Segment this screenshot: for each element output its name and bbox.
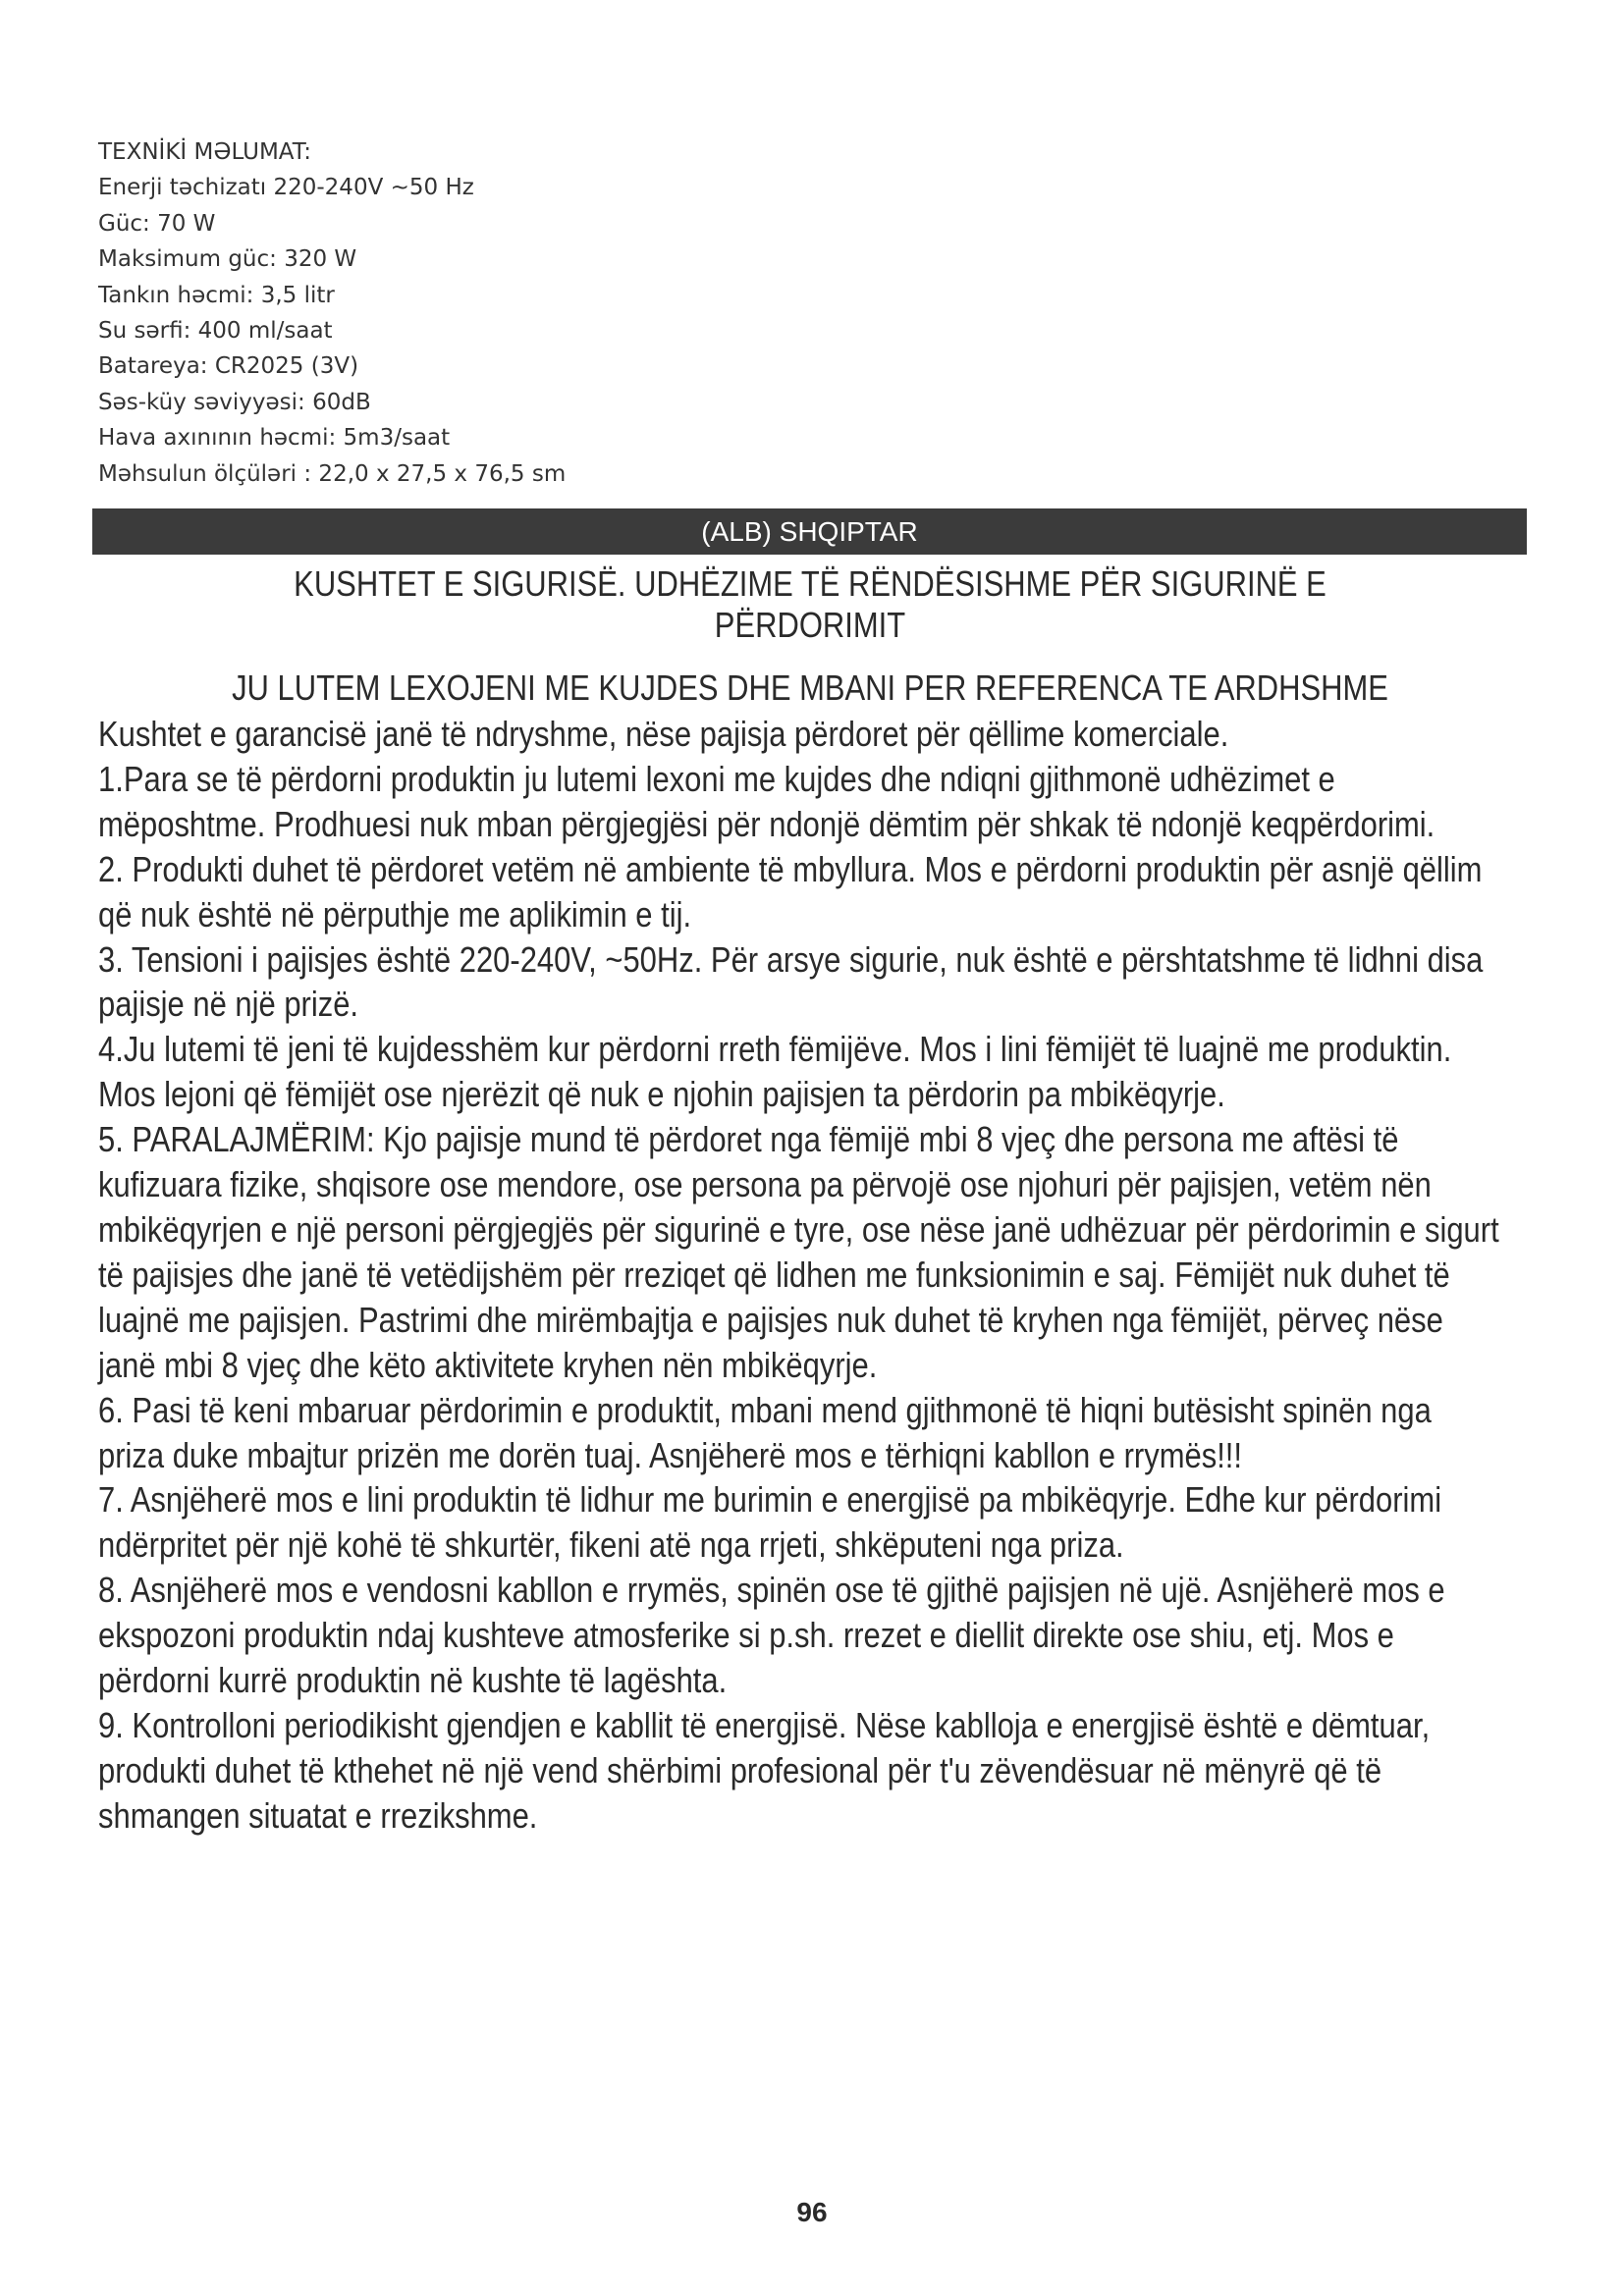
spec-line: Güc: 70 W xyxy=(98,210,216,237)
read-carefully-heading: JU LUTEM LEXOJENI ME KUJDES DHE MBANI PER REFERENCA TE ARDHSHME xyxy=(232,667,1388,708)
specs-title: TEXNİKİ MƏLUMAT: xyxy=(98,139,312,165)
safety-instructions xyxy=(98,712,1500,1839)
instruction-item: 8. Asnjëherë mos e vendosni kabllon e rrymës, spinën ose të gjithë pajisjen në ujë. Asnjëherë mos e ekspozoni produktin ndaj kushteve atmosferike si p.sh. rrezet e diellit direkte ose shiu, etj. Mos e përdorni kurrë produktin në kushte të lagështa. xyxy=(98,1570,1445,1701)
spec-line: Batareya: CR2025 (3V) xyxy=(98,353,359,380)
spec-line: Məhsulun ölçüləri : 22,0 x 27,5 x 76,5 sm xyxy=(98,460,567,487)
instruction-item: 4.Ju lutemi të jeni të kujdesshëm kur përdorni rreth fëmijëve. Mos i lini fëmijët të luajnë me produktin. Mos lejoni që fëmijët ose njerëzit që nuk e njohin pajisjen ta përdorin pa mbikëqyrje. xyxy=(98,1029,1452,1115)
spec-line: Enerji təchizatı 220-240V ~50 Hz xyxy=(98,175,474,201)
spec-line: Su sərfi: 400 ml/saat xyxy=(98,318,333,345)
instruction-item: 3. Tensioni i pajisjes është 220-240V, ~50Hz. Për arsye sigurie, nuk është e përshtatshme të lidhni disa pajisje në një prizë. xyxy=(98,938,1484,1025)
spec-line: Tankın həcmi: 3,5 litr xyxy=(98,282,335,308)
instruction-item: 5. PARALAJMËRIM: Kjo pajisje mund të përdoret nga fëmijë mbi 8 vjeç dhe persona me aftësi të kufizuara fizike, shqisore ose mendore, ose persona pa përvojë ose njohuri për pajisjen, vetëm nën mbikëqyrjen e një personi përgjegjës për sigurinë e tyre, ose nëse janë udhëzuar për përdorimin e sigurt të pajisjes dhe janë të vetëdijshëm për rreziqet që lidhen me funksionimin e saj. Fëmijët nuk duhet të luajnë me pajisjen. Pastrimi dhe mirëmbajtja e pajisjes nuk duhet të kryhen nga fëmijët, përveç nëse janë mbi 8 vjeç dhe këto aktivitete kryhen nën mbikëqyrje. xyxy=(98,1119,1499,1385)
technical-specs xyxy=(98,134,982,492)
spec-line: Hava axınının həcmi: 5m3/saat xyxy=(98,425,451,452)
instruction-item: 6. Pasi të keni mbaruar përdorimin e produktit, mbani mend gjithmonë të hiqni butësisht spinën nga priza duke mbajtur prizën me dorën tuaj. Asnjëherë mos e tërhiqni kabllon e rrymës!!! xyxy=(98,1389,1432,1475)
page-number: 96 xyxy=(796,2197,828,2227)
instruction-item: 2. Produkti duhet të përdoret vetëm në ambiente të mbyllura. Mos e përdorni produktin për asnjë qëllim që nuk është në përputhje me aplikimin e tij. xyxy=(98,848,1483,934)
spec-line: Maksimum güc: 320 W xyxy=(98,246,357,273)
instruction-item: 1.Para se të përdorni produktin ju lutemi lexoni me kujdes dhe ndiqni gjithmonë udhëzimet e mëposhtme. Prodhuesi nuk mban përgjegjësi për ndonjë dëmtim për shkak të ndonjë keqpërdorimi. xyxy=(98,758,1435,844)
safety-heading: KUSHTET E SIGURISË. UDHËZIME TË RËNDËSISHME PËR SIGURINË E PËRDORIMIT xyxy=(294,563,1326,645)
spec-line: Səs-küy səviyyəsi: 60dB xyxy=(98,389,371,415)
language-section-bar: (ALB) SHQIPTAR xyxy=(92,508,1527,555)
instruction-item: 9. Kontrolloni periodikisht gjendjen e kabllit të energjisë. Nëse kablloja e energjisë është e dëmtuar, produkti duhet të kthehet në një vend shërbimi profesional për t'u zëvendësuar në mënyrë që të shmangen situatat e rrezikshme. xyxy=(98,1704,1431,1836)
instruction-item: 7. Asnjëherë mos e lini produktin të lidhur me burimin e energjisë pa mbikëqyrje. Edhe kur përdorimi ndërpritet për një kohë të shkurtër, fikeni atë nga rrjeti, shkëputeni nga priza. xyxy=(98,1479,1442,1566)
warranty-note: Kushtet e garancisë janë të ndryshme, nëse pajisja përdoret për qëllime komerciale. xyxy=(98,714,1229,754)
